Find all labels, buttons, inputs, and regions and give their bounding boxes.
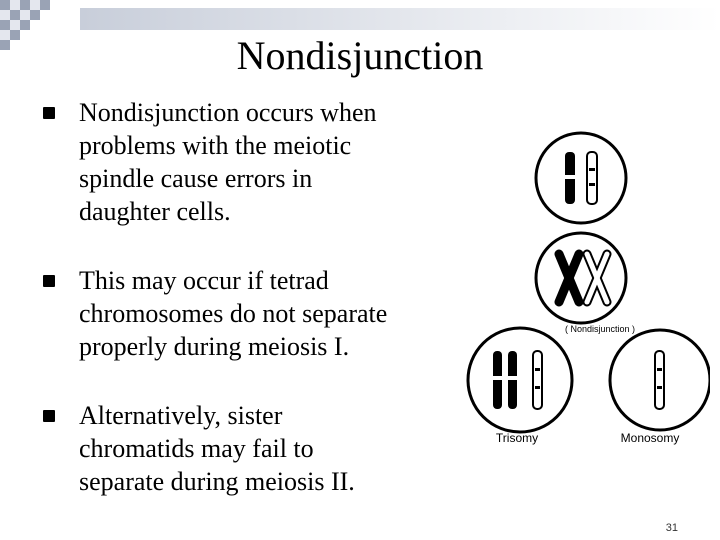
monosomy-cell: [610, 330, 710, 430]
bullet-text: Alternatively, sister chromatids may fail to separate during meiosis II.: [79, 401, 355, 496]
page-number: 31: [665, 522, 678, 534]
bullet-item: [40, 264, 430, 363]
solid-chromosome-icon: [563, 152, 577, 204]
monosomy-label: Monosomy: [620, 431, 680, 445]
square-bullet-icon: [43, 107, 55, 119]
bullet-item: [40, 96, 430, 228]
hollow-chromosome-icon: [533, 351, 542, 409]
trisomy-cell: [468, 328, 572, 432]
bullet-text: Nondisjunction occurs when problems with the meiotic spindle cause errors in daughter cells.: [79, 98, 377, 226]
top-gradient-band: [80, 8, 720, 30]
nondisjunction-label: ( Nondisjunction ): [564, 324, 636, 334]
bullet-text: This may occur if tetrad chromosomes do not separate properly during meiosis I.: [79, 266, 388, 361]
hollow-chromosome-icon: [587, 152, 597, 204]
trisomy-label: Trisomy: [495, 431, 539, 445]
tetrad-cell: [536, 233, 626, 323]
slide-title: Nondisjunction: [236, 33, 484, 78]
nondisjunction-diagram: [455, 128, 710, 458]
parent-cell: [536, 133, 626, 223]
square-bullet-icon: [43, 275, 55, 287]
hollow-chromosome-icon: [655, 351, 664, 409]
bullet-list: [40, 96, 430, 534]
bullet-item: [40, 399, 430, 498]
square-bullet-icon: [43, 410, 55, 422]
